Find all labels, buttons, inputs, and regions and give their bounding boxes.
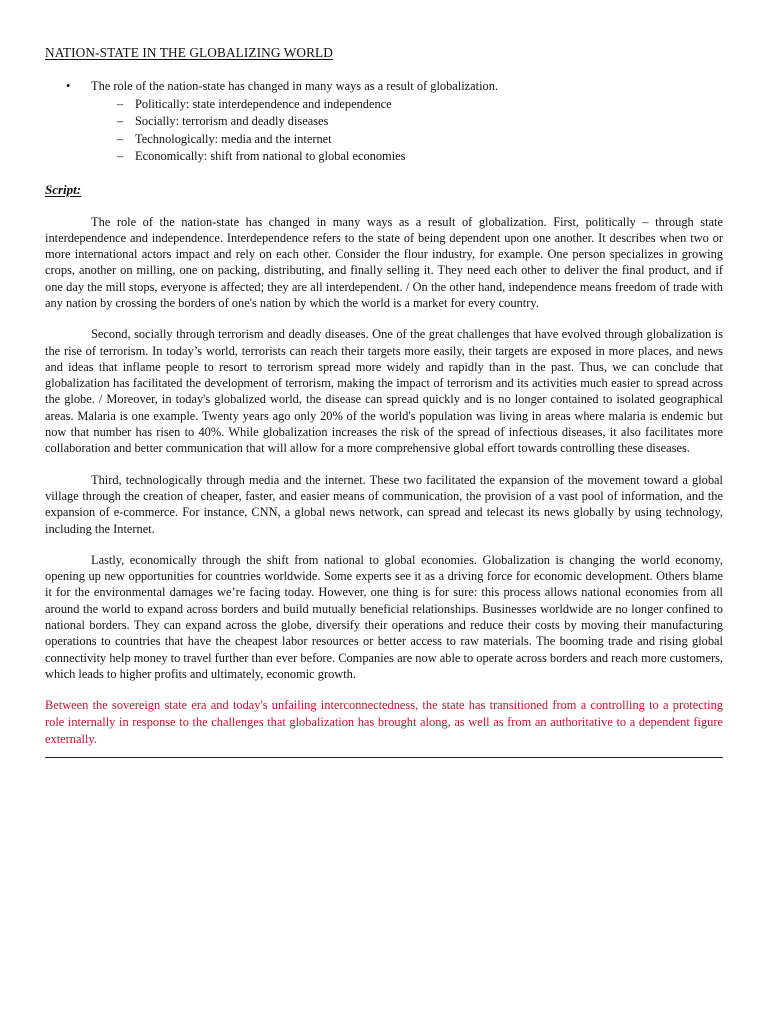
conclusion-paragraph: Between the sovereign state era and today's unfailing interconnectedness, the state has transitioned from a controlling to a protecting role internally in response to the challenges that globalization has brought along, as well as from an authoritative to a dependent figure externally. <box>45 698 723 747</box>
sub-item-politically <box>45 96 723 114</box>
sub-item-text: Politically: state interdependence and independence <box>135 96 392 111</box>
sub-item-technologically <box>45 131 723 149</box>
sub-item-economically <box>45 148 723 166</box>
dash-marker: – <box>117 131 124 146</box>
sub-item-text: Technologically: media and the internet <box>135 131 332 146</box>
paragraph-technological: Third, technologically through media and the internet. These two facilitated the expansion of the movement toward a global village through the creation of cheaper, faster, and easier means of communication, the provision of a vast pool of information, and the expansion of e-commerce. For instance, CNN, a global news network, can spread and telecast its news globally by using technology, including the Internet. <box>45 472 723 536</box>
paragraph-social: Second, socially through terrorism and deadly diseases. One of the great challenges that have evolved through globalization is the rise of terrorism. In today’s world, terrorists can reach their targets more easily, their targets are exposed in more places, and news and ideas that inflame people to resort to terrorism spread more widely and rapidly than in the past. Thus, we can conclude that globalization has facilitated the development of terrorism, making the impact of terrorism and its activities much easier to spread across the globe. / Moreover, in today's globalized world, the disease can spread quickly and is no longer contained to isolated geographical areas. Malaria is one example. Twenty years ago only 20% of the world's population was living in areas where malaria is endemic but now that number has risen to 40%. While globalization increases the risk of the spread of infectious diseases, it also facilitates more collaboration and better communication that will allow for a more comprehensive global effort towards controlling these diseases. <box>45 327 723 456</box>
bullet-text: The role of the nation-state has changed in many ways as a result of globalization. <box>91 79 499 93</box>
sub-item-text: Socially: terrorism and deadly diseases <box>135 114 329 128</box>
sub-list <box>45 96 723 166</box>
document-title: NATION-STATE IN THE GLOBALIZING WORLD <box>45 45 333 60</box>
dash-marker: – <box>117 96 124 111</box>
bullet-item <box>45 78 723 96</box>
dash-marker: – <box>117 149 124 163</box>
bullet-marker: • <box>66 79 71 93</box>
paragraph-political: The role of the nation-state has changed in many ways as a result of globalization. First, politically – through state interdependence and independence. Interdependence refers to the state of being dependent upon one another. It describes when two or more international actors impact and rely on each other. Consider the flour industry, for example. One person specializes in growing crops, another on milling, one on packing, distributing, and finally selling it. They need each other to deliver the final product, and if one day the mill stops, everyone is affected; they are all interdependent. / On the other hand, independence means freedom of trade with any nation by crossing the borders of one's nation by which the world is a market for every country. <box>45 214 723 310</box>
script-label: Script: <box>45 181 82 197</box>
horizontal-rule <box>45 757 723 758</box>
dash-marker: – <box>117 114 124 128</box>
sub-item-text: Economically: shift from national to global economies <box>135 149 406 163</box>
paragraph-economic: Lastly, economically through the shift from national to global economies. Globalization is changing the world economy, opening up new opportunities for countries worldwide. Some experts see it as a driving force for economic development. Others blame it for the environmental damages we’re facing today. However, one thing is for sure: this process allows national economies from all around the world to expand across borders and build mutually beneficial relationships. Businesses worldwide are no longer confined to national borders. They can expand across the globe, diversify their operations and reduce their costs by moving their manufacturing operations to countries that have the cheapest labor resources or better access to raw materials. The booming trade and rising global connectivity help money to travel further than ever before. Companies are now able to operate across borders and reach more customers, which leads to higher profits and ultimately, economic growth. <box>45 552 723 681</box>
outline-list <box>45 78 723 166</box>
sub-item-socially <box>45 113 723 131</box>
